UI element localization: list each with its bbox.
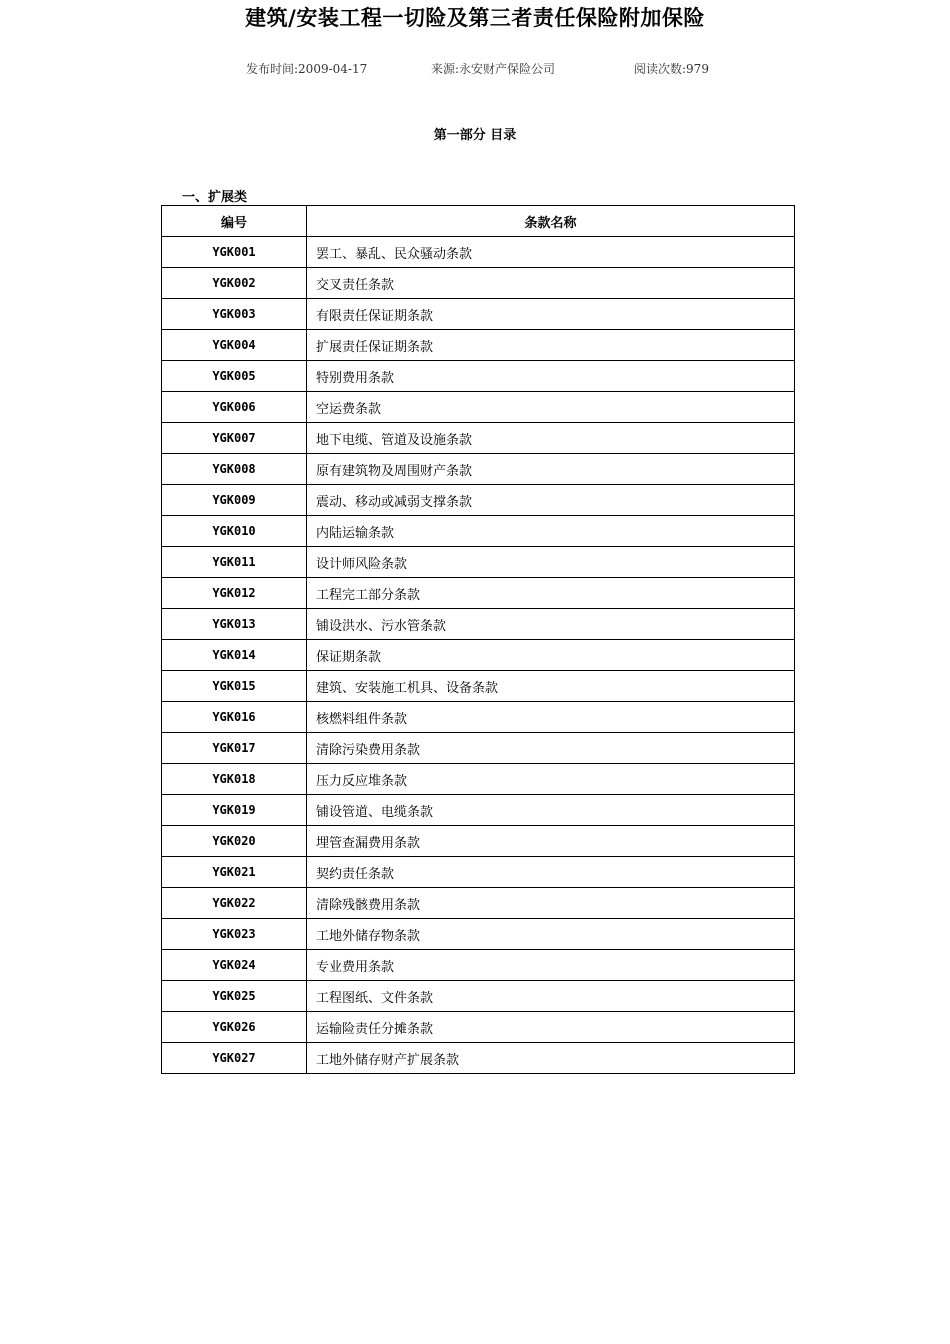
table-row bbox=[162, 702, 795, 733]
clause-code: YGK010 bbox=[162, 516, 307, 547]
clause-code: YGK024 bbox=[162, 950, 307, 981]
table-row bbox=[162, 237, 795, 268]
clause-code: YGK002 bbox=[162, 268, 307, 299]
table-row bbox=[162, 330, 795, 361]
clause-code: YGK005 bbox=[162, 361, 307, 392]
clause-name: 罢工、暴乱、民众骚动条款 bbox=[307, 237, 795, 268]
clause-code: YGK027 bbox=[162, 1043, 307, 1074]
clause-code: YGK003 bbox=[162, 299, 307, 330]
clause-code: YGK011 bbox=[162, 547, 307, 578]
clause-code: YGK013 bbox=[162, 609, 307, 640]
table-row bbox=[162, 857, 795, 888]
table-row bbox=[162, 795, 795, 826]
column-header-code: 编号 bbox=[162, 206, 307, 237]
clause-name: 工程完工部分条款 bbox=[307, 578, 795, 609]
clause-name: 铺设洪水、污水管条款 bbox=[307, 609, 795, 640]
table-row bbox=[162, 361, 795, 392]
clause-name: 契约责任条款 bbox=[307, 857, 795, 888]
table-row bbox=[162, 1043, 795, 1074]
clause-code: YGK007 bbox=[162, 423, 307, 454]
table-row bbox=[162, 826, 795, 857]
clause-code: YGK017 bbox=[162, 733, 307, 764]
clause-name: 有限责任保证期条款 bbox=[307, 299, 795, 330]
table-row bbox=[162, 888, 795, 919]
clause-name: 建筑、安装施工机具、设备条款 bbox=[307, 671, 795, 702]
document-title: 建筑/安装工程一切险及第三者责任保险附加保险 bbox=[245, 5, 705, 30]
section-title: 第一部分 目录 bbox=[433, 128, 517, 143]
clause-name: 工地外储存财产扩展条款 bbox=[307, 1043, 795, 1074]
clause-table-body bbox=[162, 237, 795, 1074]
clause-code: YGK001 bbox=[162, 237, 307, 268]
clause-code: YGK020 bbox=[162, 826, 307, 857]
table-row bbox=[162, 950, 795, 981]
table-row bbox=[162, 981, 795, 1012]
table-row bbox=[162, 423, 795, 454]
clause-name: 原有建筑物及周围财产条款 bbox=[307, 454, 795, 485]
clause-name: 核燃料组件条款 bbox=[307, 702, 795, 733]
clause-name: 清除残骸费用条款 bbox=[307, 888, 795, 919]
clause-code: YGK026 bbox=[162, 1012, 307, 1043]
clause-name: 扩展责任保证期条款 bbox=[307, 330, 795, 361]
clause-name: 铺设管道、电缆条款 bbox=[307, 795, 795, 826]
clause-name: 地下电缆、管道及设施条款 bbox=[307, 423, 795, 454]
table-row bbox=[162, 454, 795, 485]
clause-name: 震动、移动或减弱支撑条款 bbox=[307, 485, 795, 516]
publish-date: 发布时间:2009-04-17 bbox=[246, 62, 368, 76]
clause-name: 特别费用条款 bbox=[307, 361, 795, 392]
clause-name: 运输险责任分摊条款 bbox=[307, 1012, 795, 1043]
clause-code: YGK023 bbox=[162, 919, 307, 950]
clause-name: 工地外储存物条款 bbox=[307, 919, 795, 950]
table-row bbox=[162, 733, 795, 764]
clause-code: YGK019 bbox=[162, 795, 307, 826]
table-row bbox=[162, 547, 795, 578]
table-row bbox=[162, 919, 795, 950]
clause-name: 压力反应堆条款 bbox=[307, 764, 795, 795]
table-row bbox=[162, 516, 795, 547]
column-header-name: 条款名称 bbox=[307, 206, 795, 237]
clause-code: YGK025 bbox=[162, 981, 307, 1012]
clause-code: YGK014 bbox=[162, 640, 307, 671]
table-row bbox=[162, 578, 795, 609]
clause-code: YGK012 bbox=[162, 578, 307, 609]
table-row bbox=[162, 671, 795, 702]
clause-name: 交叉责任条款 bbox=[307, 268, 795, 299]
clause-code: YGK022 bbox=[162, 888, 307, 919]
source-text: 来源:永安财产保险公司 bbox=[431, 62, 556, 76]
clause-code: YGK009 bbox=[162, 485, 307, 516]
subsection-title: 一、扩展类 bbox=[182, 190, 248, 205]
clause-name: 空运费条款 bbox=[307, 392, 795, 423]
table-row bbox=[162, 392, 795, 423]
clause-name: 设计师风险条款 bbox=[307, 547, 795, 578]
clause-table bbox=[161, 205, 795, 1074]
table-row bbox=[162, 485, 795, 516]
clause-name: 保证期条款 bbox=[307, 640, 795, 671]
clause-code: YGK021 bbox=[162, 857, 307, 888]
clause-name: 工程图纸、文件条款 bbox=[307, 981, 795, 1012]
clause-code: YGK018 bbox=[162, 764, 307, 795]
clause-code: YGK016 bbox=[162, 702, 307, 733]
table-header-row bbox=[162, 206, 795, 237]
table-row bbox=[162, 268, 795, 299]
table-row bbox=[162, 299, 795, 330]
clause-name: 内陆运输条款 bbox=[307, 516, 795, 547]
clause-code: YGK004 bbox=[162, 330, 307, 361]
clause-code: YGK008 bbox=[162, 454, 307, 485]
clause-name: 专业费用条款 bbox=[307, 950, 795, 981]
clause-code: YGK006 bbox=[162, 392, 307, 423]
clause-name: 埋管查漏费用条款 bbox=[307, 826, 795, 857]
table-row bbox=[162, 609, 795, 640]
clause-name: 清除污染费用条款 bbox=[307, 733, 795, 764]
clause-code: YGK015 bbox=[162, 671, 307, 702]
table-row bbox=[162, 764, 795, 795]
table-row bbox=[162, 640, 795, 671]
read-count: 阅读次数:979 bbox=[634, 62, 709, 76]
table-row bbox=[162, 1012, 795, 1043]
